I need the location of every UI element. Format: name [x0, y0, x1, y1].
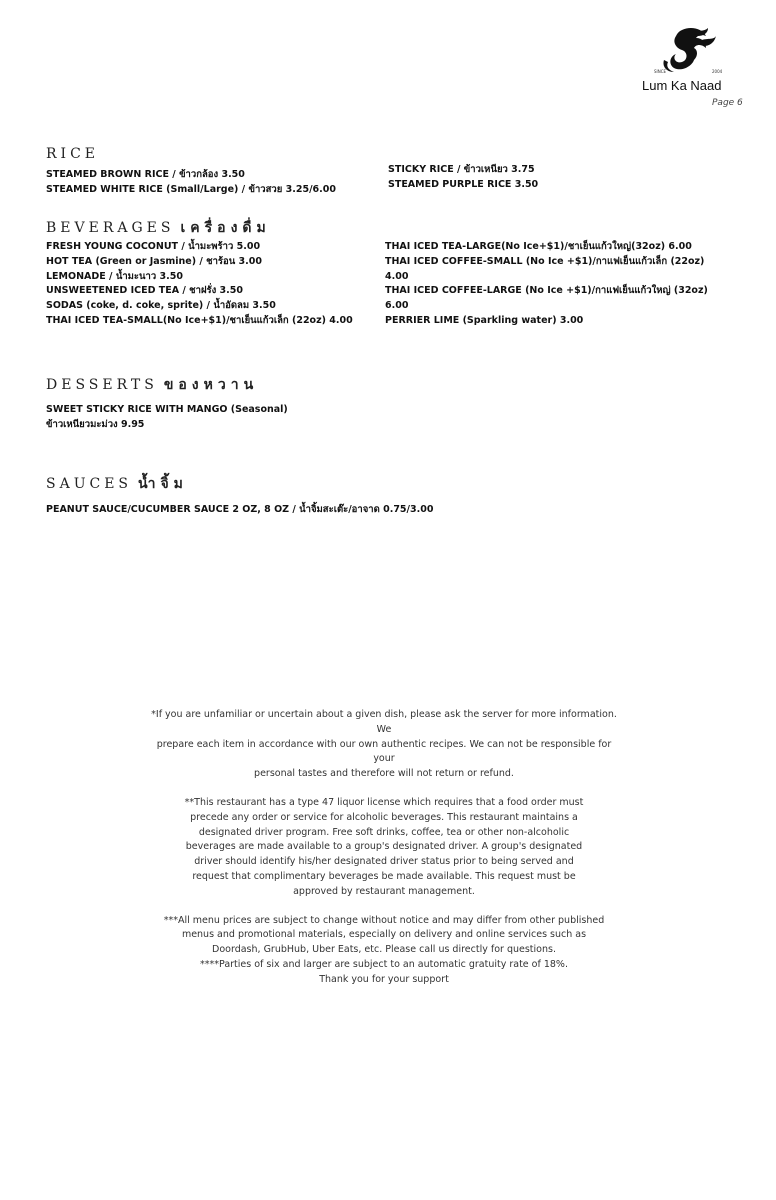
note-line: menus and promotional materials, especially on delivery and online services such as	[181, 929, 587, 941]
beverages-heading-thai: เครื่องดื่ม	[180, 220, 271, 236]
beverages-heading-text: BEVERAGES	[46, 220, 175, 236]
note-line: ****Parties of six and larger are subject to an automatic gratuity rate of 18%.	[200, 958, 568, 970]
note-unfamiliar-dish	[148, 708, 620, 782]
menu-item: STEAMED BROWN RICE / ข้าวกล้อง 3.50	[46, 169, 245, 180]
note-line: driver should identify his/her designated driver status prior to being served and	[194, 856, 574, 868]
beverages-right-list	[385, 240, 708, 329]
desserts-heading-text: DESSERTS	[46, 377, 158, 393]
rice-right-list	[388, 163, 538, 193]
menu-item: STEAMED PURPLE RICE 3.50	[388, 178, 539, 190]
note-line: personal tastes and therefore will not return or refund.	[254, 768, 514, 780]
menu-item: PERRIER LIME (Sparkling water) 3.00	[385, 314, 584, 326]
desserts-heading	[46, 374, 258, 396]
sauces-heading	[46, 473, 188, 495]
note-line: designated driver program. Free soft drinks, coffee, tea or other non-alcoholic	[198, 826, 570, 838]
rice-left-list	[46, 168, 336, 198]
menu-item: STEAMED WHITE RICE (Small/Large) / ข้าวสวย 3.25/6.00	[46, 183, 336, 195]
restaurant-name: Lum Ka Naad	[642, 78, 722, 93]
menu-item: LEMONADE / น้ำมะนาว 3.50	[46, 270, 183, 282]
menu-item: THAI ICED TEA-SMALL(No Ice+$1)/ชาเย็นแก้วเล็ก (22oz) 4.00	[46, 314, 353, 326]
note-line: ***All menu prices are subject to change without notice and may differ from other published	[163, 914, 605, 926]
note-line: request that complimentary beverages be made available. This request must be	[192, 870, 576, 882]
beverages-heading	[46, 217, 271, 239]
rice-heading	[46, 146, 99, 162]
menu-item: FRESH YOUNG COCONUT / น้ำมะพร้าว 5.00	[46, 241, 261, 252]
desserts-heading-thai: ของหวาน	[163, 377, 259, 393]
note-prices-gratuity	[148, 914, 620, 988]
beverages-left-list	[46, 240, 353, 329]
menu-item: THAI ICED TEA-LARGE(No Ice+$1)/ชาเย็นแก้วใหญ่(32oz) 6.00	[385, 241, 692, 252]
rice-heading-text: RICE	[46, 146, 100, 162]
sauces-heading-thai: น้ำจิ้ม	[138, 476, 188, 492]
desserts-list	[46, 403, 288, 433]
note-line: *If you are unfamiliar or uncertain about a given dish, please ask the server for more information. We	[151, 709, 617, 735]
menu-item: SWEET STICKY RICE WITH MANGO (Seasonal)	[46, 404, 288, 415]
note-line: Doordash, GrubHub, Uber Eats, etc. Please call us directly for questions.	[212, 944, 556, 956]
menu-item: UNSWEETENED ICED TEA / ชาฝรั่ง 3.50	[46, 285, 243, 297]
note-liquor-license	[148, 796, 620, 900]
sauces-heading-text: SAUCES	[46, 476, 133, 492]
note-line: **This restaurant has a type 47 liquor license which requires that a food order must	[184, 796, 584, 808]
menu-item: 6.00	[385, 300, 409, 312]
menu-item: 4.00	[385, 270, 409, 282]
logo-year-label: 2004	[712, 69, 723, 74]
logo-since-label: SINCE	[654, 69, 667, 74]
page-number: Page 6	[712, 98, 743, 108]
sauces-list	[46, 503, 433, 518]
menu-item: ข้าวเหนียวมะม่วง 9.95	[46, 418, 145, 430]
note-line: Thank you for your support	[319, 973, 449, 985]
note-line: beverages are made available to a group's designated driver. A group's designated	[185, 841, 583, 853]
menu-item: THAI ICED COFFEE-SMALL (No Ice +$1)/กาแฟเย็นแก้วเล็ก (22oz)	[385, 255, 705, 267]
footnotes	[148, 708, 620, 1002]
menu-item: SODAS (coke, d. coke, sprite) / น้ำอัดลม 3.50	[46, 300, 276, 312]
menu-item: HOT TEA (Green or Jasmine) / ชาร้อน 3.00	[46, 255, 262, 267]
note-line: prepare each item in accordance with our own authentic recipes. We can not be responsible for your	[156, 738, 612, 765]
note-line: approved by restaurant management.	[293, 885, 475, 897]
note-line: precede any order or service for alcoholic beverages. This restaurant maintains a	[190, 811, 578, 823]
menu-item: STICKY RICE / ข้าวเหนียว 3.75	[388, 164, 535, 175]
menu-item: PEANUT SAUCE/CUCUMBER SAUCE 2 OZ, 8 OZ / น้ำจิ้มสะเต๊ะ/อาจาด 0.75/3.00	[46, 504, 434, 515]
menu-item: THAI ICED COFFEE-LARGE (No Ice +$1)/กาแฟเย็นแก้วใหญ่ (32oz)	[385, 285, 708, 297]
